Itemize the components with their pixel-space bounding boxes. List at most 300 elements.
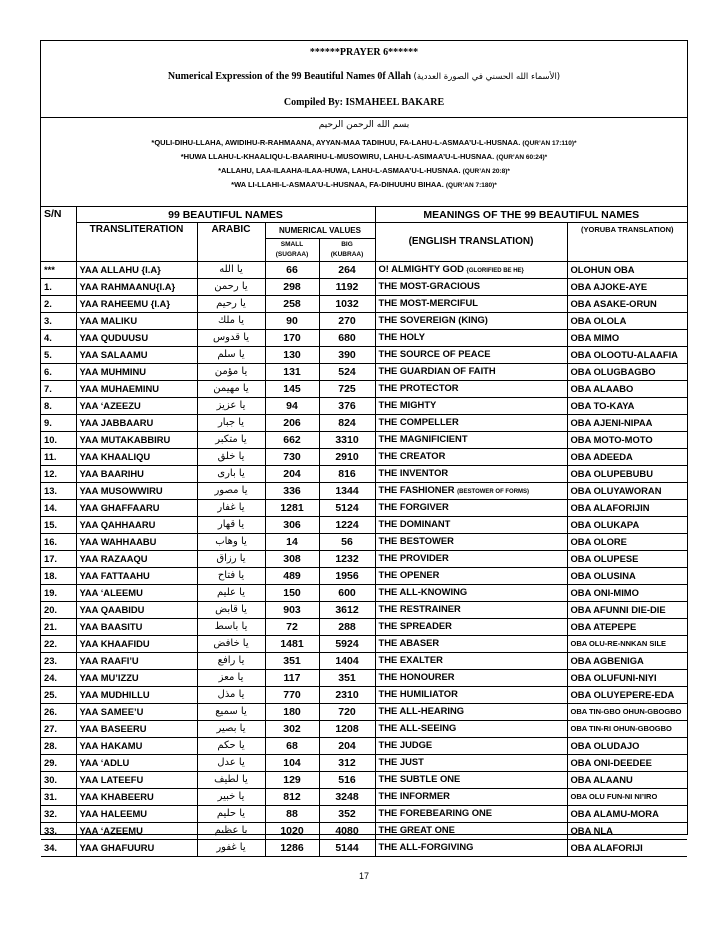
row-sn: 1. [41,279,76,296]
row-arabic: يا بصير [197,721,265,738]
row-small-value: 88 [265,806,319,823]
row-small-value: 770 [265,687,319,704]
row-sn: 6. [41,364,76,381]
row-english [375,313,567,330]
row-english [375,568,567,585]
document-frame [40,40,688,854]
row-english [375,381,567,398]
row-small-value: 130 [265,347,319,364]
row-english-text: THE MAGNIFICIENT [378,433,468,444]
row-english [375,262,567,279]
row-arabic: يا بارى [197,466,265,483]
table-row [41,789,687,806]
row-sn: 16. [41,534,76,551]
table-row [41,262,687,279]
row-english-text: THE SOURCE OF PEACE [378,348,491,359]
row-english-text: THE SUBTLE ONE [378,773,461,784]
row-transliteration: YAA QAABIDU [76,602,197,619]
compiled-by: Compiled By: ISMAHEEL BAKARE [283,97,445,108]
row-arabic: يا غفور [197,840,265,857]
row-english [375,296,567,313]
row-transliteration: YAA MUDHILLU [76,687,197,704]
row-big-value: 1404 [319,653,375,670]
verse-text: *WA LI-LLAHI-L-ASMAA’U-L-HUSNAA, FA-DIHUUHU BIHAA. [231,180,444,189]
prayer-title: ******PRAYER 6****** [309,47,419,58]
row-sn: 3. [41,313,76,330]
names-table [41,207,687,857]
row-english-text: THE INVENTOR [378,467,449,478]
row-sn: 31. [41,789,76,806]
row-small-value: 180 [265,704,319,721]
row-yoruba: OBA ALAABO [567,381,687,398]
row-yoruba: OBA OLU-RE-NNKAN SILE [567,636,687,653]
row-yoruba: OBA TIN-GBO OHUN-GBOGBO [567,704,687,721]
subtitle [41,71,687,82]
row-yoruba: OBA ALAFORIJIN [567,500,687,517]
table-row [41,823,687,840]
row-small-value: 170 [265,330,319,347]
row-english-text: THE CREATOR [378,450,446,461]
row-transliteration: YAA MU’IZZU [76,670,197,687]
row-big-value: 4080 [319,823,375,840]
row-arabic: يا وهاب [197,534,265,551]
row-english-text: O! ALMIGHTY GOD [378,263,464,274]
row-english-text: THE PROVIDER [378,552,449,563]
row-yoruba: OBA MOTO-MOTO [567,432,687,449]
table-row [41,483,687,500]
row-arabic: يا قدوس [197,330,265,347]
table-row [41,347,687,364]
row-big-value: 351 [319,670,375,687]
row-small-value: 730 [265,449,319,466]
table-row [41,585,687,602]
row-yoruba: OBA TIN-RI OHUN-GBOGBO [567,721,687,738]
row-yoruba: OBA ASAKE-ORUN [567,296,687,313]
big-header [319,239,375,262]
row-small-value: 489 [265,568,319,585]
row-big-value: 3248 [319,789,375,806]
row-big-value: 1344 [319,483,375,500]
row-sn: 13. [41,483,76,500]
page-number: 17 [358,871,369,881]
sugraa-label: (SUGRAA) [275,251,309,258]
row-small-value: 302 [265,721,319,738]
row-transliteration: YAA ‘ADLU [76,755,197,772]
table-subheader-row [41,223,687,239]
row-english-text: THE OPENER [378,569,440,580]
row-big-value: 516 [319,772,375,789]
row-arabic: يا باسط [197,619,265,636]
arabic-header: ARABIC [197,223,265,262]
row-english-text: THE ABASER [378,637,440,648]
row-sn: 30. [41,772,76,789]
table-row [41,772,687,789]
row-yoruba: OBA ONI-DEEDEE [567,755,687,772]
row-transliteration: YAA HAKAMU [76,738,197,755]
row-transliteration: YAA RAAFI’U [76,653,197,670]
row-big-value: 2310 [319,687,375,704]
row-english [375,466,567,483]
table-row [41,534,687,551]
row-arabic: يا ملك [197,313,265,330]
row-arabic: يا عدل [197,755,265,772]
sn-header: S/N [41,207,76,262]
row-small-value: 66 [265,262,319,279]
row-transliteration: YAA GHAFUURU [76,840,197,857]
row-transliteration: YAA LATEEFU [76,772,197,789]
row-english [375,449,567,466]
row-arabic: يا رحيم [197,296,265,313]
row-small-value: 145 [265,381,319,398]
row-big-value: 1032 [319,296,375,313]
row-sn: 26. [41,704,76,721]
row-yoruba: OBA OLUKAPA [567,517,687,534]
row-yoruba: OBA OLUPESE [567,551,687,568]
row-english [375,636,567,653]
row-arabic: يا قهار [197,517,265,534]
verse-reference: (QUR’AN 17:110)* [522,140,577,147]
row-english [375,364,567,381]
kubraa-label: (KUBRAA) [330,251,364,258]
row-arabic: يا خلق [197,449,265,466]
row-sn: 29. [41,755,76,772]
row-english-text: THE COMPELLER [378,416,459,427]
row-english-text: THE MIGHTY [378,399,437,410]
row-transliteration: YAA HALEEMU [76,806,197,823]
row-yoruba: OBA ADEEDA [567,449,687,466]
row-english [375,279,567,296]
row-transliteration: YAA MUHMINU [76,364,197,381]
row-english [375,789,567,806]
row-yoruba: OBA OLUSINA [567,568,687,585]
row-english-text: THE ALL-SEEING [378,722,457,733]
row-english [375,772,567,789]
row-small-value: 129 [265,772,319,789]
row-transliteration: YAA KHAAFIDU [76,636,197,653]
row-yoruba: OBA ATEPEPE [567,619,687,636]
row-english-text: THE DOMINANT [378,518,451,529]
verse-line [41,180,687,189]
row-arabic: يا سميع [197,704,265,721]
row-small-value: 68 [265,738,319,755]
yoruba-header: (YORUBA TRANSLATION) [567,223,687,262]
row-english-text: THE JUST [378,756,424,767]
row-english [375,670,567,687]
row-small-value: 812 [265,789,319,806]
row-english [375,721,567,738]
row-english [375,823,567,840]
bismillah: بسم الله الرحمن الرحيم [318,120,410,130]
row-yoruba: OBA OLOOTU-ALAAFIA [567,347,687,364]
row-yoruba: OBA OLUFUNI-NIYI [567,670,687,687]
row-arabic: يا مذل [197,687,265,704]
row-big-value: 5924 [319,636,375,653]
row-transliteration: YAA BAASITU [76,619,197,636]
table-row [41,670,687,687]
verse-reference: (QUR’AN 60:24)* [496,154,548,161]
row-small-value: 298 [265,279,319,296]
row-yoruba: OBA OLUPEBUBU [567,466,687,483]
table-row [41,415,687,432]
row-small-value: 306 [265,517,319,534]
table-row [41,806,687,823]
row-big-value: 816 [319,466,375,483]
row-english [375,432,567,449]
table-row [41,602,687,619]
row-sn: 4. [41,330,76,347]
row-transliteration: YAA RAHMAANU{I.A} [76,279,197,296]
row-big-value: 524 [319,364,375,381]
small-label: SMALL [280,241,304,248]
row-transliteration: YAA ALLAHU {I.A} [76,262,197,279]
row-big-value: 2910 [319,449,375,466]
row-small-value: 117 [265,670,319,687]
row-yoruba: OLOHUN OBA [567,262,687,279]
row-transliteration: YAA WAHHAABU [76,534,197,551]
row-small-value: 131 [265,364,319,381]
row-sn: 23. [41,653,76,670]
row-big-value: 1192 [319,279,375,296]
row-english [375,619,567,636]
verse-reference: (QUR’AN 20:8)* [462,168,510,175]
row-english [375,602,567,619]
row-small-value: 1020 [265,823,319,840]
row-big-value: 3612 [319,602,375,619]
row-english-text: THE MOST-MERCIFUL [378,297,478,308]
row-big-value: 5144 [319,840,375,857]
table-row [41,687,687,704]
row-sn: 25. [41,687,76,704]
row-arabic: يا لطيف [197,772,265,789]
row-english [375,483,567,500]
row-english-text: THE HOLY [378,331,426,342]
row-arabic: يا مصور [197,483,265,500]
row-sn: 21. [41,619,76,636]
row-arabic: يا متكبر [197,432,265,449]
row-small-value: 206 [265,415,319,432]
row-arabic: يا رحمن [197,279,265,296]
row-big-value: 1224 [319,517,375,534]
table-row [41,721,687,738]
row-transliteration: YAA QUDUUSU [76,330,197,347]
row-english-text: THE ALL-KNOWING [378,586,468,597]
row-transliteration: YAA KHAALIQU [76,449,197,466]
row-english [375,840,567,857]
table-row [41,432,687,449]
row-english-text: THE GUARDIAN OF FAITH [378,365,496,376]
row-transliteration: YAA RAHEEMU {I.A} [76,296,197,313]
row-big-value: 204 [319,738,375,755]
row-big-value: 720 [319,704,375,721]
row-english-text: THE MOST-GRACIOUS [378,280,481,291]
row-english [375,755,567,772]
row-english-note: {GLORIFIED BE HE} [466,268,524,274]
row-small-value: 258 [265,296,319,313]
row-yoruba: OBA NLA [567,823,687,840]
row-english-text: THE JUDGE [378,739,433,750]
row-english [375,653,567,670]
row-arabic: يا جبار [197,415,265,432]
names-header: 99 BEAUTIFUL NAMES [76,207,375,223]
table-row [41,568,687,585]
row-small-value: 336 [265,483,319,500]
row-sn: 8. [41,398,76,415]
verse-line [41,138,687,147]
verse-text: *HUWA LLAHU-L-KHAALIQU-L-BAARIHU-L-MUSOWIRU, LAHU-L-ASIMAA’U-L-HUSNAA. [180,152,495,161]
row-yoruba: OBA TO-KAYA [567,398,687,415]
row-big-value: 390 [319,347,375,364]
row-small-value: 308 [265,551,319,568]
row-yoruba: OBA OLUYAWORAN [567,483,687,500]
row-sn: 7. [41,381,76,398]
row-transliteration: YAA BASEERU [76,721,197,738]
row-sn: 34. [41,840,76,857]
row-big-value: 312 [319,755,375,772]
table-row [41,466,687,483]
table-row [41,653,687,670]
row-transliteration: YAA SAMEE’U [76,704,197,721]
row-sn: 12. [41,466,76,483]
document-header [41,41,687,118]
row-yoruba: OBA ALAMU-MORA [567,806,687,823]
row-english [375,585,567,602]
row-arabic: يا رافع [197,653,265,670]
subtitle-english: Numerical Expression of the 99 Beautiful Names 0f Allah [167,71,412,82]
table-row [41,381,687,398]
row-yoruba: OBA AJENI-NIPAA [567,415,687,432]
row-english-text: THE FORGIVER [378,501,449,512]
row-english-text: THE SPREADER [378,620,452,631]
row-arabic: يا حكم [197,738,265,755]
transliteration-header: TRANSLITERATION [76,223,197,262]
row-small-value: 72 [265,619,319,636]
row-sn: 24. [41,670,76,687]
row-transliteration: YAA RAZAAQU [76,551,197,568]
row-big-value: 1208 [319,721,375,738]
row-english-text: THE FOREBEARING ONE [378,807,493,818]
table-row [41,398,687,415]
row-english-text: THE FASHIONER [378,484,455,495]
row-sn: 2. [41,296,76,313]
row-yoruba: OBA OLUDAJO [567,738,687,755]
row-sn: 19. [41,585,76,602]
row-small-value: 1481 [265,636,319,653]
row-arabic: يا غفار [197,500,265,517]
row-big-value: 288 [319,619,375,636]
row-transliteration: YAA KHABEERU [76,789,197,806]
row-big-value: 352 [319,806,375,823]
row-english-text: THE ALL-HEARING [378,705,465,716]
row-yoruba: OBA AFUNNI DIE-DIE [567,602,687,619]
table-row [41,840,687,857]
row-transliteration: YAA MALIKU [76,313,197,330]
row-english [375,415,567,432]
row-arabic: يا مؤمن [197,364,265,381]
table-row [41,364,687,381]
verse-reference: (QUR’AN 7:180)* [445,182,497,189]
table-row [41,704,687,721]
row-small-value: 903 [265,602,319,619]
row-small-value: 1281 [265,500,319,517]
row-english [375,806,567,823]
row-transliteration: YAA MUHAEMINU [76,381,197,398]
row-arabic: يا سلم [197,347,265,364]
table-row [41,517,687,534]
row-english [375,517,567,534]
row-small-value: 94 [265,398,319,415]
row-english [375,500,567,517]
row-english-note: (BESTOWER OF FORMS) [457,489,530,495]
row-yoruba: OBA OLORE [567,534,687,551]
row-arabic: يا عليم [197,585,265,602]
row-big-value: 725 [319,381,375,398]
row-yoruba: OBA OLOLA [567,313,687,330]
row-arabic: يا قابض [197,602,265,619]
row-english [375,687,567,704]
row-english [375,347,567,364]
row-english-text: THE INFORMER [378,790,450,801]
row-yoruba: OBA AJOKE-AYE [567,279,687,296]
row-big-value: 824 [319,415,375,432]
table-row [41,313,687,330]
row-arabic: يا مهيمن [197,381,265,398]
row-sn: 17. [41,551,76,568]
row-english [375,534,567,551]
row-sn: 10. [41,432,76,449]
row-yoruba: OBA ALAANU [567,772,687,789]
row-english [375,704,567,721]
row-small-value: 204 [265,466,319,483]
row-sn: 33. [41,823,76,840]
row-english-text: THE HONOURER [378,671,455,682]
row-sn: 27. [41,721,76,738]
row-yoruba: OBA OLUYEPERE-EDA [567,687,687,704]
row-big-value: 3310 [319,432,375,449]
row-yoruba: OBA ONI-MIMO [567,585,687,602]
row-transliteration: YAA BAARIHU [76,466,197,483]
row-sn: 28. [41,738,76,755]
row-transliteration: YAA MUSOWWIRU [76,483,197,500]
row-small-value: 1286 [265,840,319,857]
row-big-value: 600 [319,585,375,602]
row-sn: 20. [41,602,76,619]
row-small-value: 662 [265,432,319,449]
quran-verses-block [41,118,687,207]
row-yoruba: OBA OLUGBAGBO [567,364,687,381]
row-big-value: 376 [319,398,375,415]
row-english [375,398,567,415]
english-header: (ENGLISH TRANSLATION) [375,223,567,262]
table-row [41,449,687,466]
verse-text: *QULI-DIHU-LLAHA, AWIDIHU-R-RAHMAANA, AYYAN-MAA TADIHUU, FA-LAHU-L-ASMAA’U-L-HUSNAA. [151,138,521,147]
table-row [41,636,687,653]
row-sn: *** [41,262,76,279]
row-english-text: THE SOVEREIGN (KING) [378,314,488,325]
numerical-values-header: NUMERICAL VALUES [265,223,375,239]
row-english-text: THE HUMILIATOR [378,688,458,699]
row-arabic: يا الله [197,262,265,279]
table-row [41,500,687,517]
row-small-value: 104 [265,755,319,772]
row-english [375,330,567,347]
table-row [41,296,687,313]
verse-text: *ALLAHU, LAA-ILAAHA-ILAA-HUWA, LAHU-L-ASMAA’U-L-HUSNAA. [218,166,461,175]
row-transliteration: YAA ‘AZEEMU [76,823,197,840]
subtitle-arabic: (الأسماء الله الحسني في الصورة العددية) [413,72,561,82]
row-sn: 32. [41,806,76,823]
row-sn: 18. [41,568,76,585]
table-row [41,738,687,755]
